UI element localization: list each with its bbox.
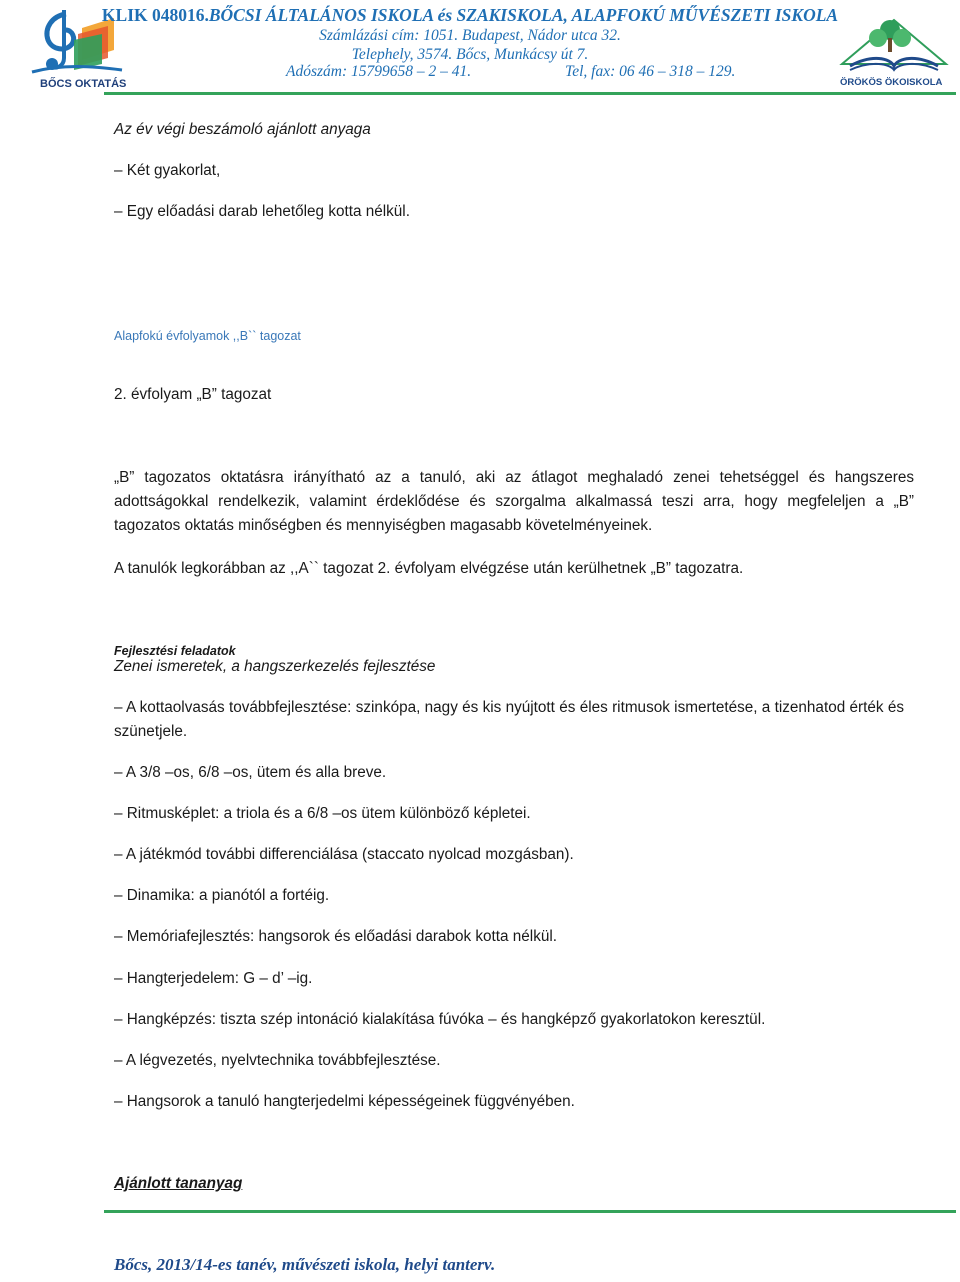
task-item-7: – Hangterjedelem: G – d’ –ig.	[114, 970, 313, 987]
task-item-2: – A 3/8 –os, 6/8 –os, ütem és alla breve.	[114, 764, 387, 781]
eval-item-1: – Két gyakorlat,	[114, 162, 221, 179]
site-address: Telephely, 3574. Bőcs, Munkácsy út 7.	[351, 46, 589, 63]
eval-title: Az év végi beszámoló ajánlott anyaga	[114, 121, 371, 138]
task-item-8: – Hangképzés: tiszta szép intonáció kialakítása fúvóka – és hangképző gyakorlatokon keresztül.	[114, 1011, 766, 1028]
footer-rule	[104, 1210, 956, 1213]
task-item-1: – A kottaolvasás továbbfejlesztése: szinkópa, nagy és kis nyújtott és éles ritmusok ismertetése, a tizenhatod érték és szünetjele.	[114, 699, 904, 740]
task-item-5: – Dinamika: a pianótól a fortéig.	[114, 887, 330, 904]
task-item-4: – A játékmód további differenciálása (staccato nyolcad mozgásban).	[114, 846, 574, 863]
svg-text:BŐCS OKTATÁS: BŐCS OKTATÁS	[40, 78, 127, 90]
grade-title: 2. évfolyam „B” tagozat	[114, 386, 272, 403]
school-name-line	[90, 4, 850, 26]
level-subtitle: Alapfokú évfolyamok ,,B`` tagozat	[114, 329, 301, 343]
recommended-title: Ajánlott tananyag	[114, 1175, 243, 1192]
footer-text: Bőcs, 2013/14-es tanév, művészeti iskola, helyi tanterv.	[114, 1255, 496, 1274]
billing-address: Számlázási cím: 1051. Budapest, Nádor utca 32.	[319, 27, 621, 44]
tasks-heading: Fejlesztési feladatok	[114, 644, 236, 658]
tax-number: Adószám: 15799658 – 2 – 41.	[286, 63, 472, 80]
task-item-9: – A légvezetés, nyelvtechnika továbbfejlesztése.	[114, 1052, 441, 1069]
svg-text:ÖRÖKÖS ÖKOISKOLA: ÖRÖKÖS ÖKOISKOLA	[840, 77, 943, 88]
task-item-6: – Memóriafejlesztés: hangsorok és előadási darabok kotta nélkül.	[114, 928, 558, 945]
school-prefix: KLIK 048016.	[101, 5, 209, 25]
eval-item-2: – Egy előadási darab lehetőleg kotta nélkül.	[114, 203, 410, 220]
header-text-block	[90, 4, 850, 64]
tasks-subheading: Zenei ismeretek, a hangszerkezelés fejlesztése	[114, 658, 436, 675]
phone-fax: Tel, fax: 06 46 – 318 – 129.	[565, 63, 736, 80]
entry-sentence: A tanulók legkorábban az ,,A`` tagozat 2. évfolyam elvégzése után kerülhetnek „B” tagozatra.	[114, 560, 744, 577]
task-item-10: – Hangsorok a tanuló hangterjedelmi képességeinek függvényében.	[114, 1093, 575, 1110]
header-rule	[104, 92, 956, 95]
eco-school-logo	[832, 8, 956, 90]
school-name: BŐCSI ÁLTALÁNOS ISKOLA és SZAKISKOLA, ALAPFOKÚ MŰVÉSZETI ISKOLA	[208, 5, 839, 25]
task-item-3: – Ritmusképlet: a triola és a 6/8 –os ütem különböző képletei.	[114, 805, 531, 822]
intro-paragraph: „B” tagozatos oktatásra irányítható az a tanuló, aki az átlagot meghaladó zenei tehetséggel és hangszeres adottságokkal rendelkezik, valamint érdeklődése és szorgalma alkalmassá teszi arra, hogy megfeleljen a „B” tagozatos oktatás minőségben és mennyiségben magasabb követelményeinek.	[114, 469, 914, 534]
